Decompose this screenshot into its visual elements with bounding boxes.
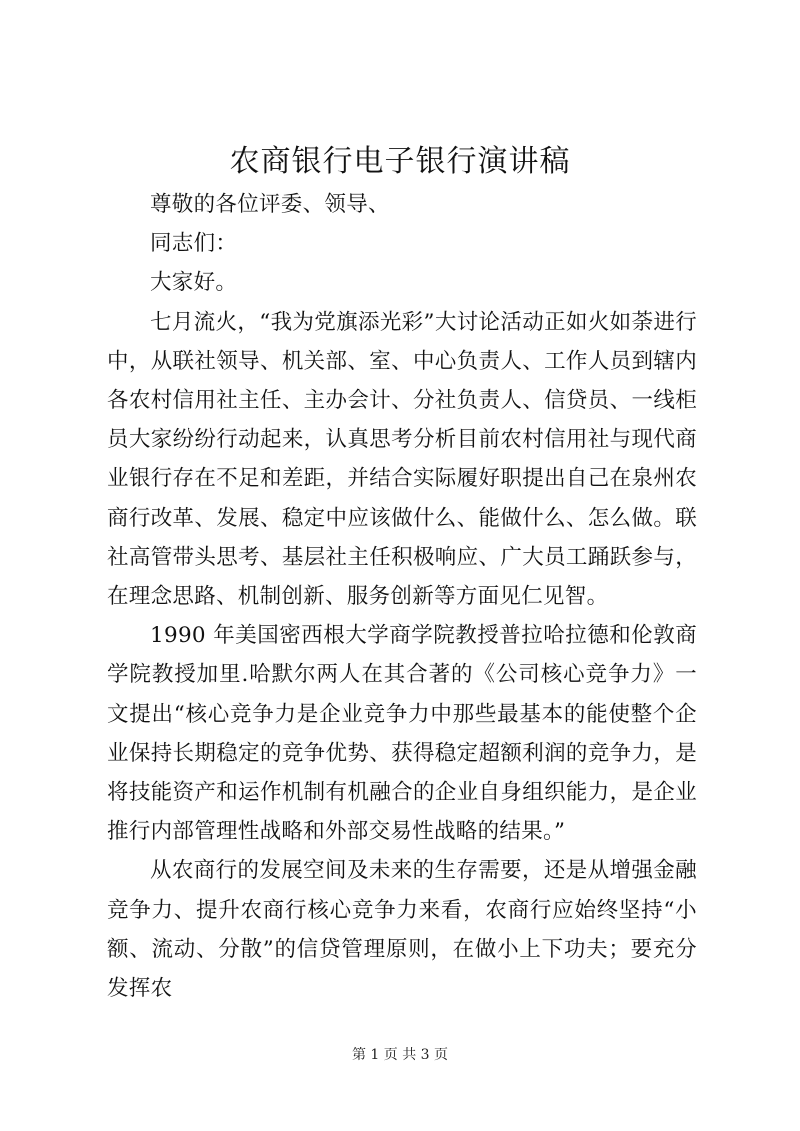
- paragraph-salutation: 尊敬的各位评委、领导、: [150, 192, 390, 217]
- paragraph-greeting: 大家好。: [150, 270, 238, 296]
- paragraph-salutation-2: 同志们：: [150, 231, 238, 257]
- paragraph-body-2: 1990 年美国密西根大学商学院教授普拉哈拉德和伦敦商学院教授加里.哈默尔两人在其合著的《公司核心竞争力》一文提出“核心竞争力是企业竞争力中那些最基本的能使整个企业保持长期稳定的竞争优势、获得稳定超额利润的竞争力，是将技能资产和运作机制有机融合的企业自身组织能力，是企业推行内部管理性战略和外部交易性战略的结果。”: [107, 623, 697, 845]
- document-body: [107, 185, 697, 1008]
- paragraph-body-1: 七月流火，“我为党旗添光彩”大讨论活动正如火如荼进行中，从联社领导、机关部、室、中心负责人、工作人员到辖内各农村信用社主任、主办会计、分社负责人、信贷员、一线柜员大家纷纷行动起来，认真思考分析目前农村信用社与现代商业银行存在不足和差距，并结合实际履好职提出自己在泉州农商行改革、发展、稳定中应该做什么、能做什么、怎么做。联社高管带头思考、基层社主任积极响应、广大员工踊跃参与，在理念思路、机制创新、服务创新等方面见仁见智。: [107, 309, 697, 610]
- page-number-footer: 第 1 页 共 3 页: [351, 1047, 449, 1063]
- paragraph-body-3: 从农商行的发展空间及未来的生存需要，还是从增强金融竞争力、提升农商行核心竞争力来看，农商行应始终坚持“小额、流动、分散”的信贷管理原则，在做小上下功夫；要充分发挥农: [107, 858, 697, 1002]
- document-title: 农商银行电子银行演讲稿: [229, 144, 571, 179]
